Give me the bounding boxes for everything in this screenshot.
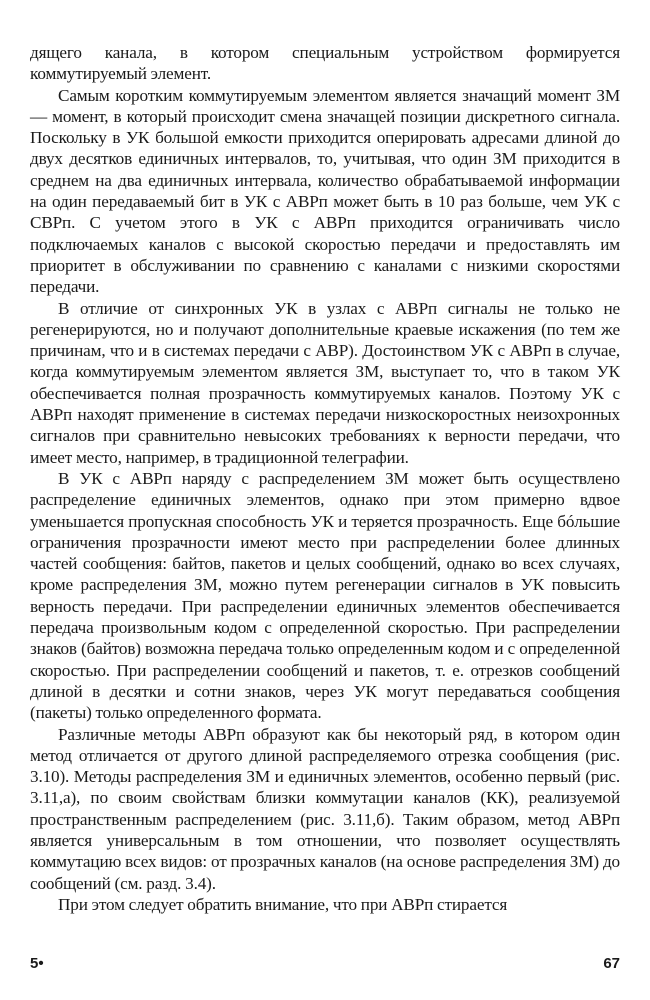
page-number: 67	[603, 955, 620, 972]
paragraph-significant-moment: Самым коротким коммутируемым элементом является значащий момент ЗМ — момент, в который происходит смена значащей позиции дискретного сигнала. Поскольку в УК большой емкости приходится оперировать адресами длиной до двух десятков единичных интервалов, то, учитывая, что один ЗМ приходится в среднем на два единичных интервала, количество обрабатываемой информации на один передаваемый бит в УК с АВРп может быть в 10 раз больше, чем УК с СВРп. С учетом этого в УК с АВРп приходится ограничивать число подключаемых каналов с высокой скоростью передачи и предоставлять им приоритет в обслуживании по сравнению с каналами с низкими скоростями передачи.	[30, 85, 620, 297]
paragraph-continuation: дящего канала, в котором специальным устройством формируется коммутируемый элемент.	[30, 43, 620, 84]
page-body	[30, 42, 620, 915]
paragraph-transparency: В отличие от синхронных УК в узлах с АВРп сигналы не только не регенерируются, но и получают дополнительные краевые искажения (по тем же причинам, что и в системах передачи с АВР). Достоинством УК с АВРп в случае, когда коммутируемым элементом является ЗМ, выступает то, что в таком УК обеспечивается полная прозрачность коммутируемых каналов. Поэтому УК с АВРп находят применение в системах передачи низкоскоростных неизохронных сигналов при сравнительно невысоких требованиях к верности передачи, что имеет место, например, в традиционной телеграфии.	[30, 298, 620, 467]
paragraph-distribution: В УК с АВРп наряду с распределением ЗМ может быть осуществлено распределение единичных элементов, однако при этом примерно вдвое уменьшается пропускная способность УК и теряется прозрачность. Еще бóльшие ограничения прозрачности имеют место при распределении более длинных частей сообщения: байтов, пакетов и целых сообщений, однако во всех случаях, кроме распределения ЗМ, можно путем регенерации сигналов в УК повысить верность передачи. При распределении единичных элементов обеспечивается передача произвольным кодом с определенной скоростью. При распределении знаков (байтов) возможна передача только определенным кодом и с определенной скоростью. При распределении сообщений и пакетов, т. е. отрезков сообщений длиной в десятки и сотни знаков, через УК могут передаваться сообщения (пакеты) только определенного формата.	[30, 468, 620, 723]
paragraph-last-line: При этом следует обратить внимание, что при АВРп стирается	[58, 894, 508, 914]
signature-mark: 5•	[30, 955, 44, 972]
page-footer	[30, 955, 620, 979]
paragraph-methods: Различные методы АВРп образуют как бы некоторый ряд, в котором один метод отличается от другого длиной распределяемого отрезка сообщения (рис. 3.10). Методы распределения ЗМ и единичных элементов, особенно первый (рис. 3.11,а), по своим свойствам близки коммутации каналов (КК), реализуемой пространственным распределением (рис. 3.11,б). Таким образом, метод АВРп является универсальным в том отношении, что позволяет осуществлять коммутацию всех видов: от прозрачных каналов (на основе распределения ЗМ) до сообщений (см. разд. 3.4).	[30, 724, 620, 893]
